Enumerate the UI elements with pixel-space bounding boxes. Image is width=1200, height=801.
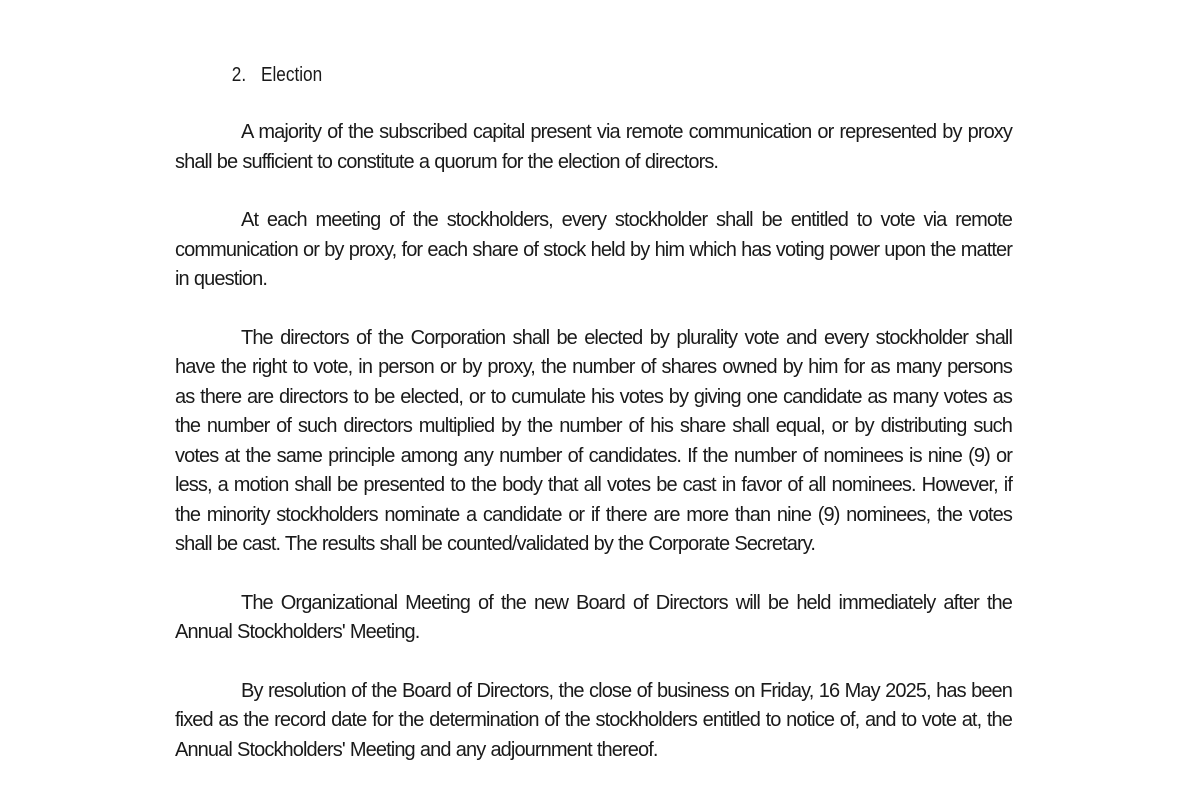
document-body (175, 60, 1012, 794)
section-heading (175, 60, 895, 90)
paragraph-record-date: By resolution of the Board of Directors, the close of business on Friday, 16 May 2025, has been fixed as the record date for the determination of the stockholders entitled to notice of, and to vote at, the Annual Stockholders' Meeting and any adjournment thereof. (175, 679, 1012, 761)
section-number: 2. (231, 64, 247, 86)
paragraph-organizational-meeting: The Organizational Meeting of the new Board of Directors will be held immediately after the Annual Stockholders' Meeting. (175, 591, 1012, 643)
paragraph-voting-rights: At each meeting of the stockholders, every stockholder shall be entitled to vote via remote communication or by proxy, for each share of stock held by him which has voting power upon the matter in question. (175, 209, 1012, 290)
paragraph-quorum: A majority of the subscribed capital present via remote communication or represented by proxy shall be sufficient to constitute a quorum for the election of directors. (175, 121, 1012, 173)
paragraph-election-procedure: The directors of the Corporation shall be elected by plurality vote and every stockholder shall have the right to vote, in person or by proxy, the number of shares owned by him for as many persons as there are directors to be elected, or to cumulate his votes by giving one candidate as many votes as the number of such directors multiplied by the number of his share shall equal, or by distributing such votes at the same principle among any number of candidates. If the number of nominees is nine (9) or less, a motion shall be presented to the body that all votes be cast in favor of all nominees. However, if the minority stockholders nominate a candidate or if there are more than nine (9) nominees, the votes shall be cast. The results shall be counted/validated by the Corporate Secretary. (175, 326, 1012, 555)
section-title: Election (261, 64, 323, 86)
